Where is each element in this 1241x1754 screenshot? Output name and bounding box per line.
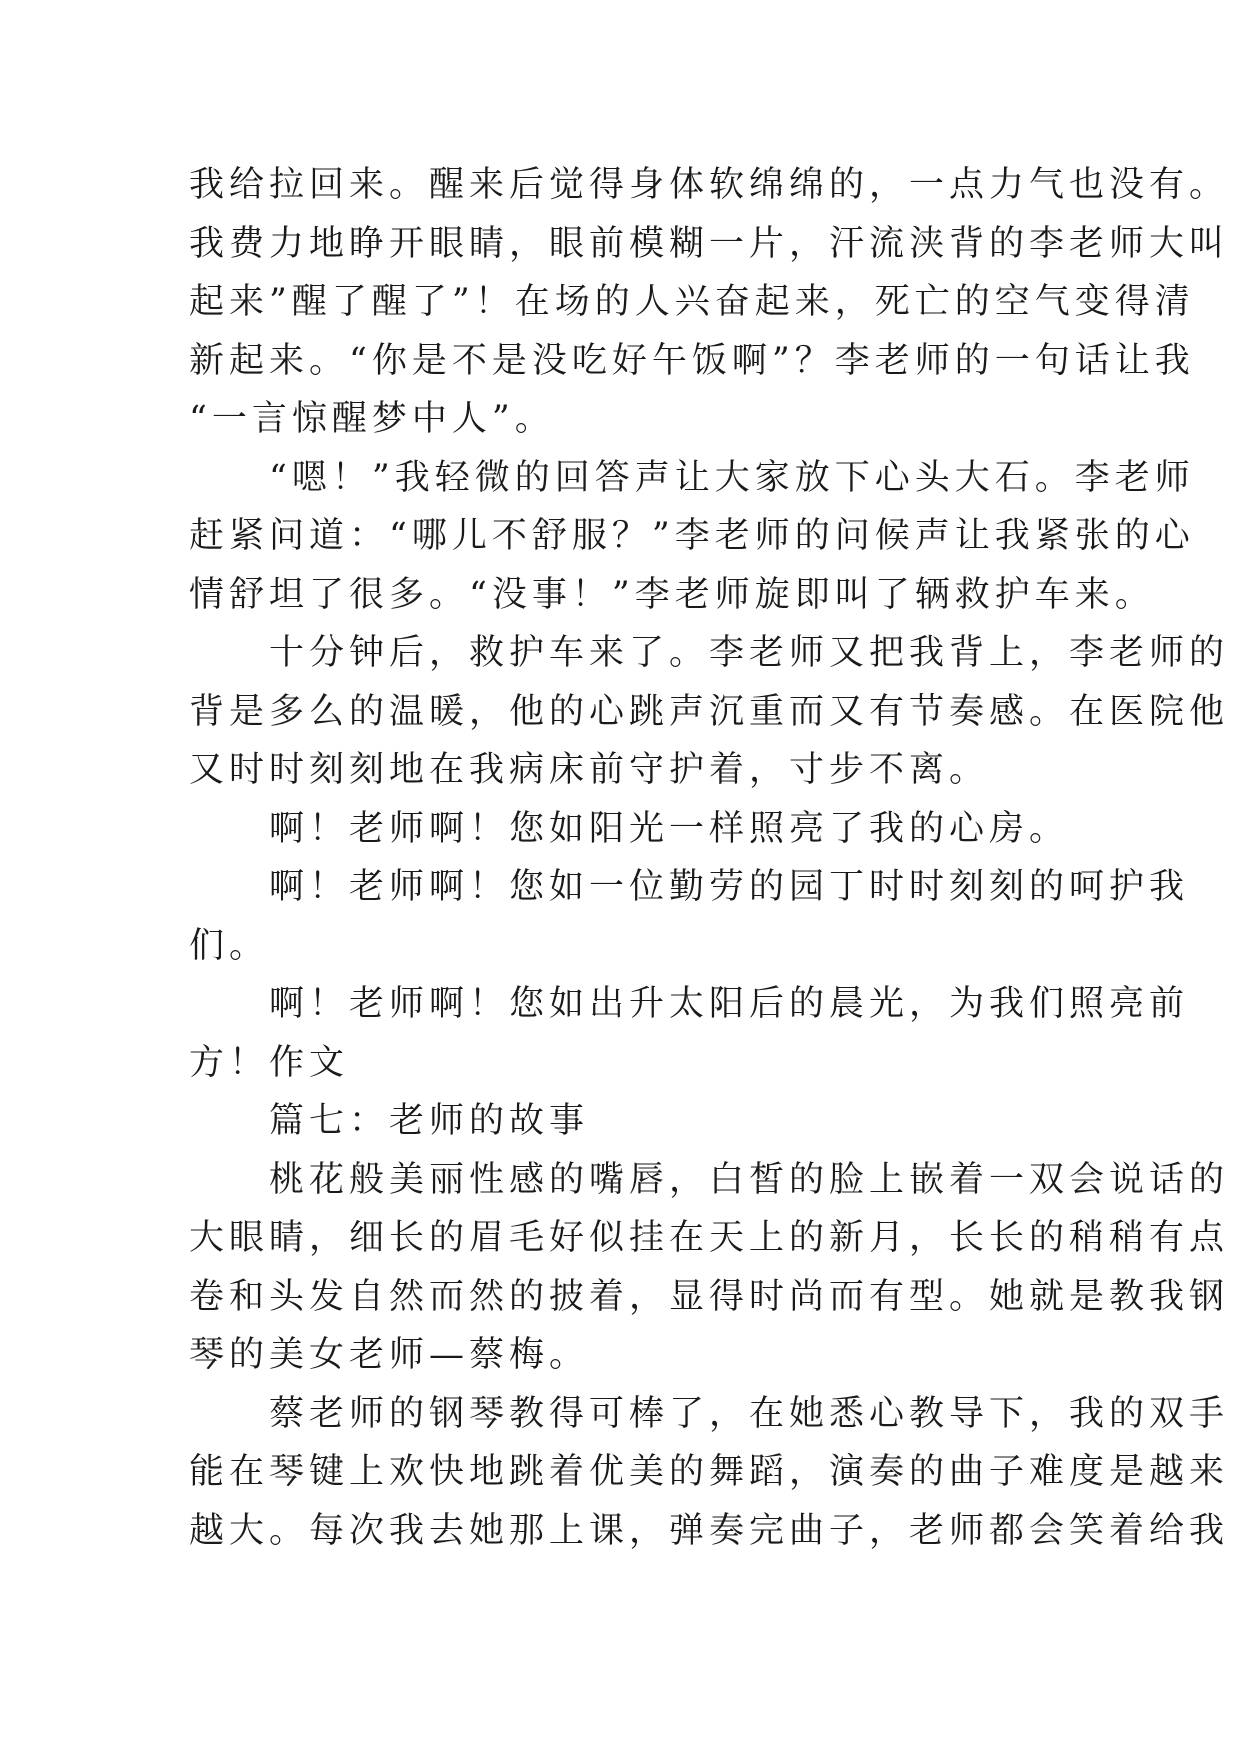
- text-line: 方！作文: [189, 1042, 350, 1083]
- text-line: 赶紧问道：“哪儿不舒服？”李老师的问候声让我紧张的心: [189, 516, 1195, 556]
- body-text: [189, 156, 1230, 1560]
- text-line: 情舒坦了很多。“没事！”李老师旋即叫了辆救护车来。: [189, 574, 1155, 615]
- text-line: 又时时刻刻地在我病床前守护着，寸步不离。: [189, 750, 990, 790]
- text-line: 啊！老师啊！您如出升太阳后的晨光，为我们照亮前: [189, 984, 1190, 1024]
- text-line: 起来”醒了醒了”！在场的人兴奋起来，死亡的空气变得清: [189, 282, 1195, 322]
- text-line: 蔡老师的钢琴教得可棒了，在她悉心教导下，我的双手: [189, 1393, 1230, 1434]
- text-line: 桃花般美丽性感的嘴唇，白皙的脸上嵌着一双会说话的: [189, 1159, 1230, 1200]
- text-line: 能在琴键上欢快地跳着优美的舞蹈，演奏的曲子难度是越来: [189, 1452, 1230, 1492]
- section-heading: 篇七：老师的故事: [189, 1101, 590, 1141]
- text-line: 我费力地睁开眼睛，眼前模糊一片，汗流浃背的李老师大叫: [189, 223, 1230, 264]
- text-line: 越大。每次我去她那上课，弹奏完曲子，老师都会笑着给我: [189, 1510, 1230, 1551]
- text-line: 啊！老师啊！您如阳光一样照亮了我的心房。: [189, 808, 1070, 849]
- text-line: 新起来。“你是不是没吃好午饭啊”？李老师的一句话让我: [189, 340, 1195, 381]
- text-line: 琴的美女老师—蔡梅。: [189, 1335, 590, 1375]
- text-line: 十分钟后，救护车来了。李老师又把我背上，李老师的: [189, 633, 1230, 673]
- text-line: 卷和头发自然而然的披着，显得时尚而有型。她就是教我钢: [189, 1276, 1230, 1317]
- text-line: 啊！老师啊！您如一位勤劳的园丁时时刻刻的呵护我: [189, 867, 1190, 907]
- text-line: 背是多么的温暖，他的心跳声沉重而又有节奏感。在医院他: [189, 691, 1230, 732]
- text-line: 们。: [189, 925, 270, 966]
- text-line: 我给拉回来。醒来后觉得身体软绵绵的，一点力气也没有。: [189, 165, 1230, 205]
- text-line: “嗯！”我轻微的回答声让大家放下心头大石。李老师: [189, 457, 1195, 498]
- text-line: “一言惊醒梦中人”。: [189, 399, 555, 439]
- text-line: 大眼睛，细长的眉毛好似挂在天上的新月，长长的稍稍有点: [189, 1218, 1230, 1258]
